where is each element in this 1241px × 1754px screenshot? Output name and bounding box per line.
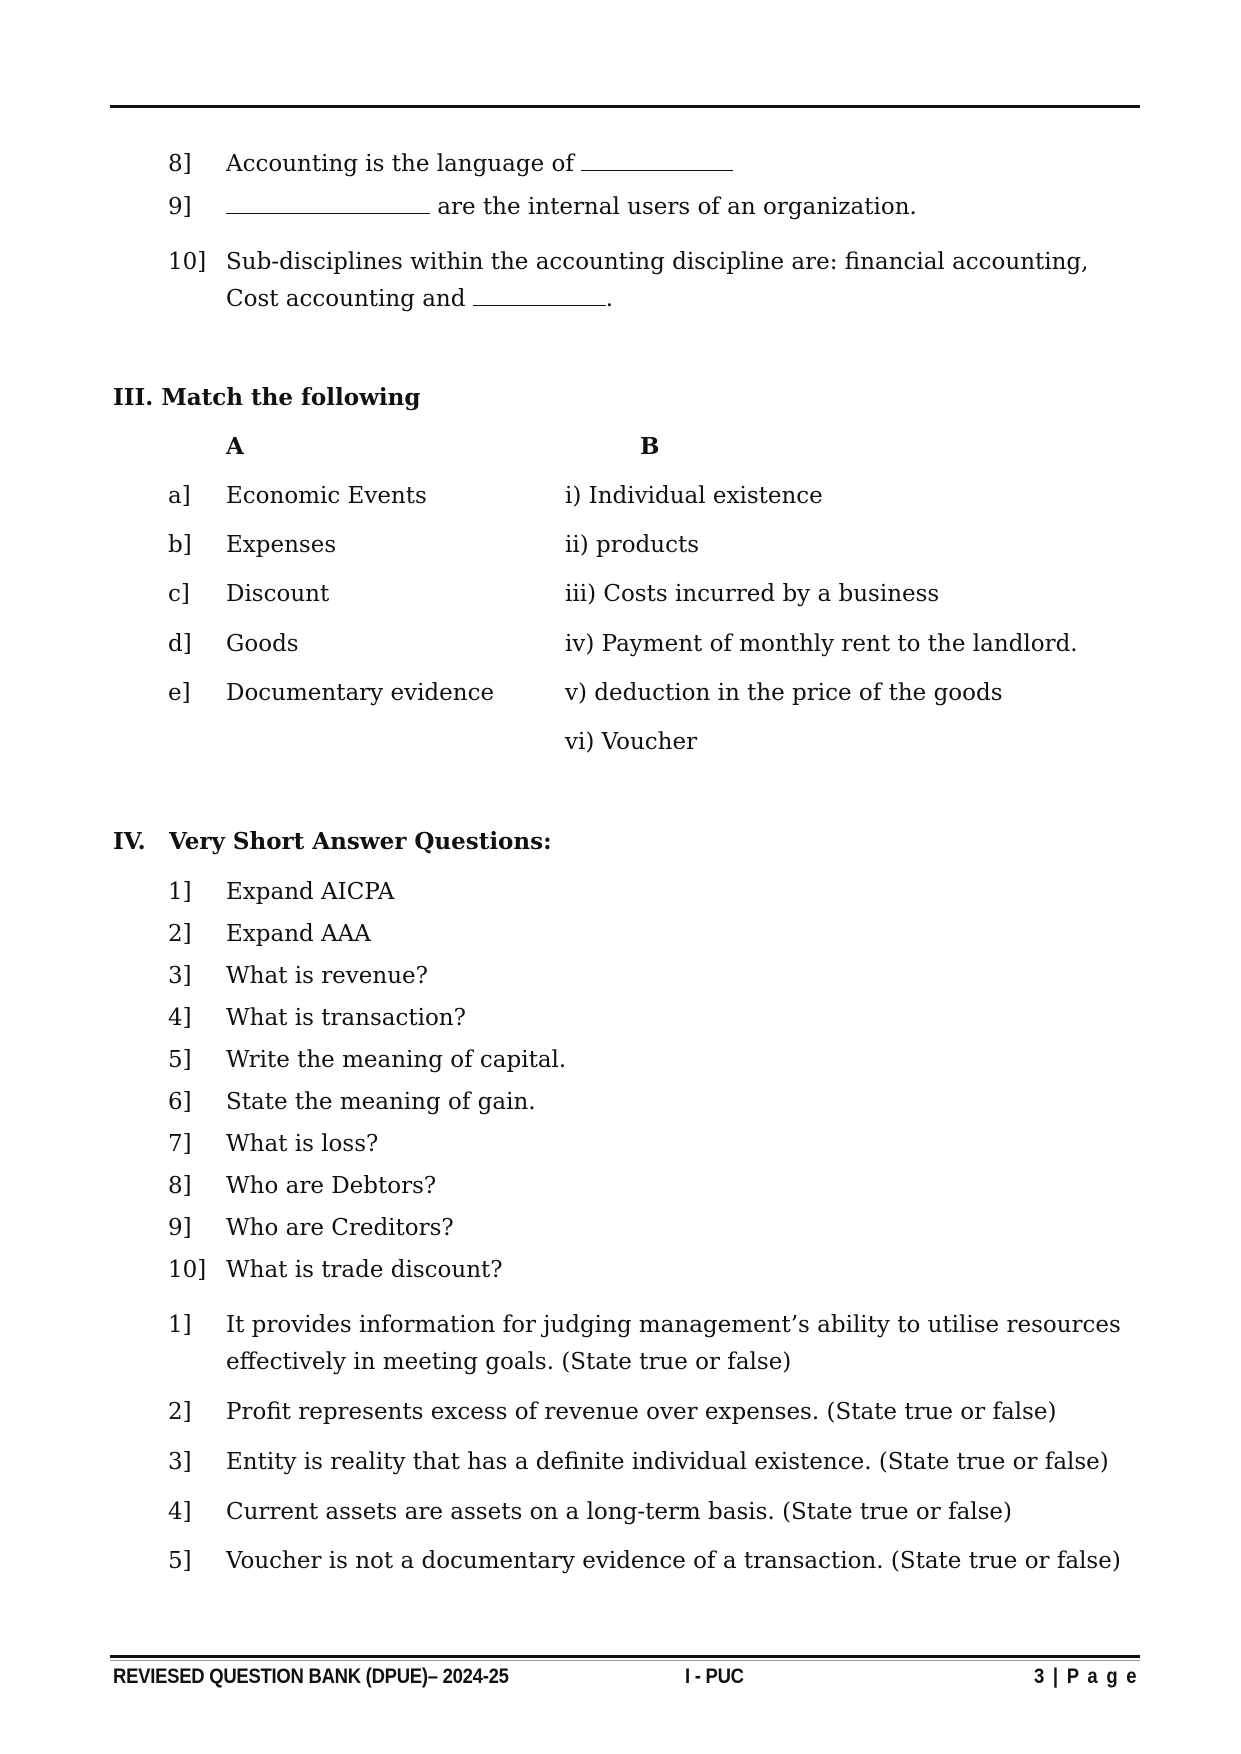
question-text: What is trade discount? (226, 1257, 503, 1283)
question-text: State the meaning of gain. (226, 1089, 536, 1115)
question-text: Expand AICPA (226, 879, 395, 905)
answer-blank (226, 189, 430, 214)
column-a-item: Discount (226, 581, 330, 607)
answer-blank (581, 146, 733, 171)
header-rule (110, 105, 1140, 108)
question-text: Cost accounting and (226, 286, 473, 312)
column-a-header: A (226, 433, 244, 460)
section-roman: III. (113, 384, 154, 411)
question-text: effectively in meeting goals. (State true or false) (226, 1349, 792, 1375)
answer-blank (473, 281, 606, 306)
row-label: a] (168, 483, 191, 509)
column-b-item: iii) Costs incurred by a business (565, 581, 940, 607)
section-roman: IV. (113, 828, 146, 855)
row-label: e] (168, 680, 191, 706)
column-a-item: Expenses (226, 532, 337, 558)
column-a-item: Economic Events (226, 483, 427, 509)
column-b-item: vi) Voucher (565, 729, 698, 755)
question-text: Entity is reality that has a definite individual existence. (State true or false) (226, 1449, 1109, 1475)
question-text: It provides information for judging management’s ability to utilise resources (226, 1312, 1121, 1338)
question-text: are the internal users of an organization. (430, 194, 917, 220)
question-number: 5] (168, 1047, 192, 1073)
column-b-item: ii) products (565, 532, 700, 558)
question-text: What is loss? (226, 1131, 379, 1157)
question-number: 3] (168, 1449, 192, 1475)
question-text: What is revenue? (226, 963, 428, 989)
question-text: Who are Debtors? (226, 1173, 437, 1199)
question-number: 10] (168, 1257, 207, 1283)
footer-rule (110, 1655, 1140, 1658)
question-number: 3] (168, 963, 192, 989)
section-heading-short-answer (113, 823, 552, 860)
question-number: 2] (168, 1399, 192, 1425)
question-number: 4] (168, 1005, 192, 1031)
question-number: 8] (168, 1173, 192, 1199)
column-b-header: B (640, 433, 660, 460)
question-text: Current assets are assets on a long-term basis. (State true or false) (226, 1499, 1013, 1525)
page-number: 3 | P a g e (1034, 1665, 1139, 1688)
column-b-item: i) Individual existence (565, 483, 823, 509)
section-title: Match the following (161, 384, 421, 411)
question-text: Write the meaning of capital. (226, 1047, 567, 1073)
question-number: 7] (168, 1131, 192, 1157)
section-heading-match (113, 379, 420, 416)
section-title: Very Short Answer Questions: (169, 828, 552, 855)
question-text: Who are Creditors? (226, 1215, 454, 1241)
column-b-item: v) deduction in the price of the goods (565, 680, 1003, 706)
question-number: 9] (168, 194, 192, 220)
column-a-item: Goods (226, 631, 299, 657)
column-a-item: Documentary evidence (226, 680, 495, 706)
footer-title: REVIESED QUESTION BANK (DPUE)– 2024-25 (113, 1665, 509, 1688)
column-b-item: iv) Payment of monthly rent to the landlord. (565, 631, 1078, 657)
question-number: 9] (168, 1215, 192, 1241)
question-text: Expand AAA (226, 921, 371, 947)
row-label: d] (168, 631, 192, 657)
footer-class: I - PUC (685, 1665, 744, 1688)
row-label: b] (168, 532, 192, 558)
question-number: 10] (168, 249, 207, 275)
question-number: 1] (168, 879, 192, 905)
question-number: 8] (168, 151, 192, 177)
question-text: Accounting is the language of (226, 151, 582, 177)
question-text: Sub-disciplines within the accounting discipline are: financial accounting, (226, 249, 1089, 275)
row-label: c] (168, 581, 190, 607)
question-number: 4] (168, 1499, 192, 1525)
question-number: 5] (168, 1548, 192, 1574)
footer-rule-thin (110, 1660, 1140, 1661)
question-text: What is transaction? (226, 1005, 466, 1031)
question-text: Profit represents excess of revenue over expenses. (State true or false) (226, 1399, 1057, 1425)
question-number: 1] (168, 1312, 192, 1338)
question-number: 6] (168, 1089, 192, 1115)
question-text: Voucher is not a documentary evidence of a transaction. (State true or false) (226, 1548, 1121, 1574)
question-number: 2] (168, 921, 192, 947)
